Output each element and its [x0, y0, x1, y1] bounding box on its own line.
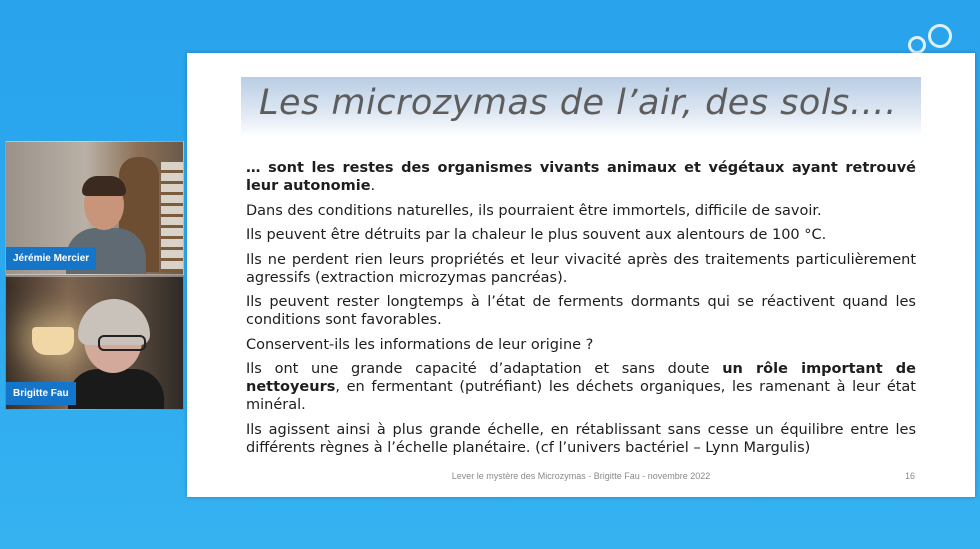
paragraph: Ils peuvent être détruits par la chaleur le plus souvent aux alentours de 100 °C. — [246, 227, 827, 243]
slide-body — [246, 159, 916, 463]
paragraph: Ils peuvent rester longtemps à l’état de ferments dormants qui se réactivent quand les conditions sont favorables. — [246, 294, 916, 328]
paragraph: Ils ont une grande capacité d’adaptation et sans doute un rôle important de nettoyeurs, en fermentant (putréfiant) les déchets organiques, les ramenant à leur état minéral. — [246, 361, 917, 413]
background-bookshelf — [161, 162, 183, 272]
participant-name-tag: Brigitte Fau — [6, 382, 76, 405]
glasses — [98, 335, 146, 351]
background-lamp — [32, 327, 74, 355]
paragraph: Conservent-ils les informations de leur origine ? — [246, 336, 594, 353]
participant-name-tag: Jérémie Mercier — [6, 247, 96, 270]
presentation-slide — [187, 53, 975, 497]
participant-hair — [82, 176, 126, 196]
paragraph: Ils agissent ainsi à plus grande échelle, en rétablissant sans cesse un équilibre entre les différents règnes à l’échelle planétaire. (cf l’univers bactériel – Lynn Margulis) — [246, 421, 916, 456]
paragraph: Ils ne perdent rien leurs propriétés et leur vivacité après des traitements particulièrement agressifs (extraction microzymas pancréas). — [246, 251, 916, 286]
paragraph: Dans des conditions naturelles, ils pourraient être immortels, difficile de savoir. — [246, 202, 822, 219]
slide-footer: Lever le mystère des Microzymas - Brigitte Fau - novembre 2022 — [451, 471, 711, 481]
participant-video-jeremie[interactable] — [5, 141, 184, 275]
paragraph: … sont les restes des organismes vivants animaux et végétaux ayant retrouvé leur autonomie. — [246, 160, 916, 194]
slide-title: Les microzymas de l’air, des sols…. — [259, 83, 897, 123]
slide-page-number: 16 — [904, 471, 915, 481]
participant-torso — [68, 369, 164, 410]
participant-video-brigitte[interactable] — [5, 276, 184, 410]
